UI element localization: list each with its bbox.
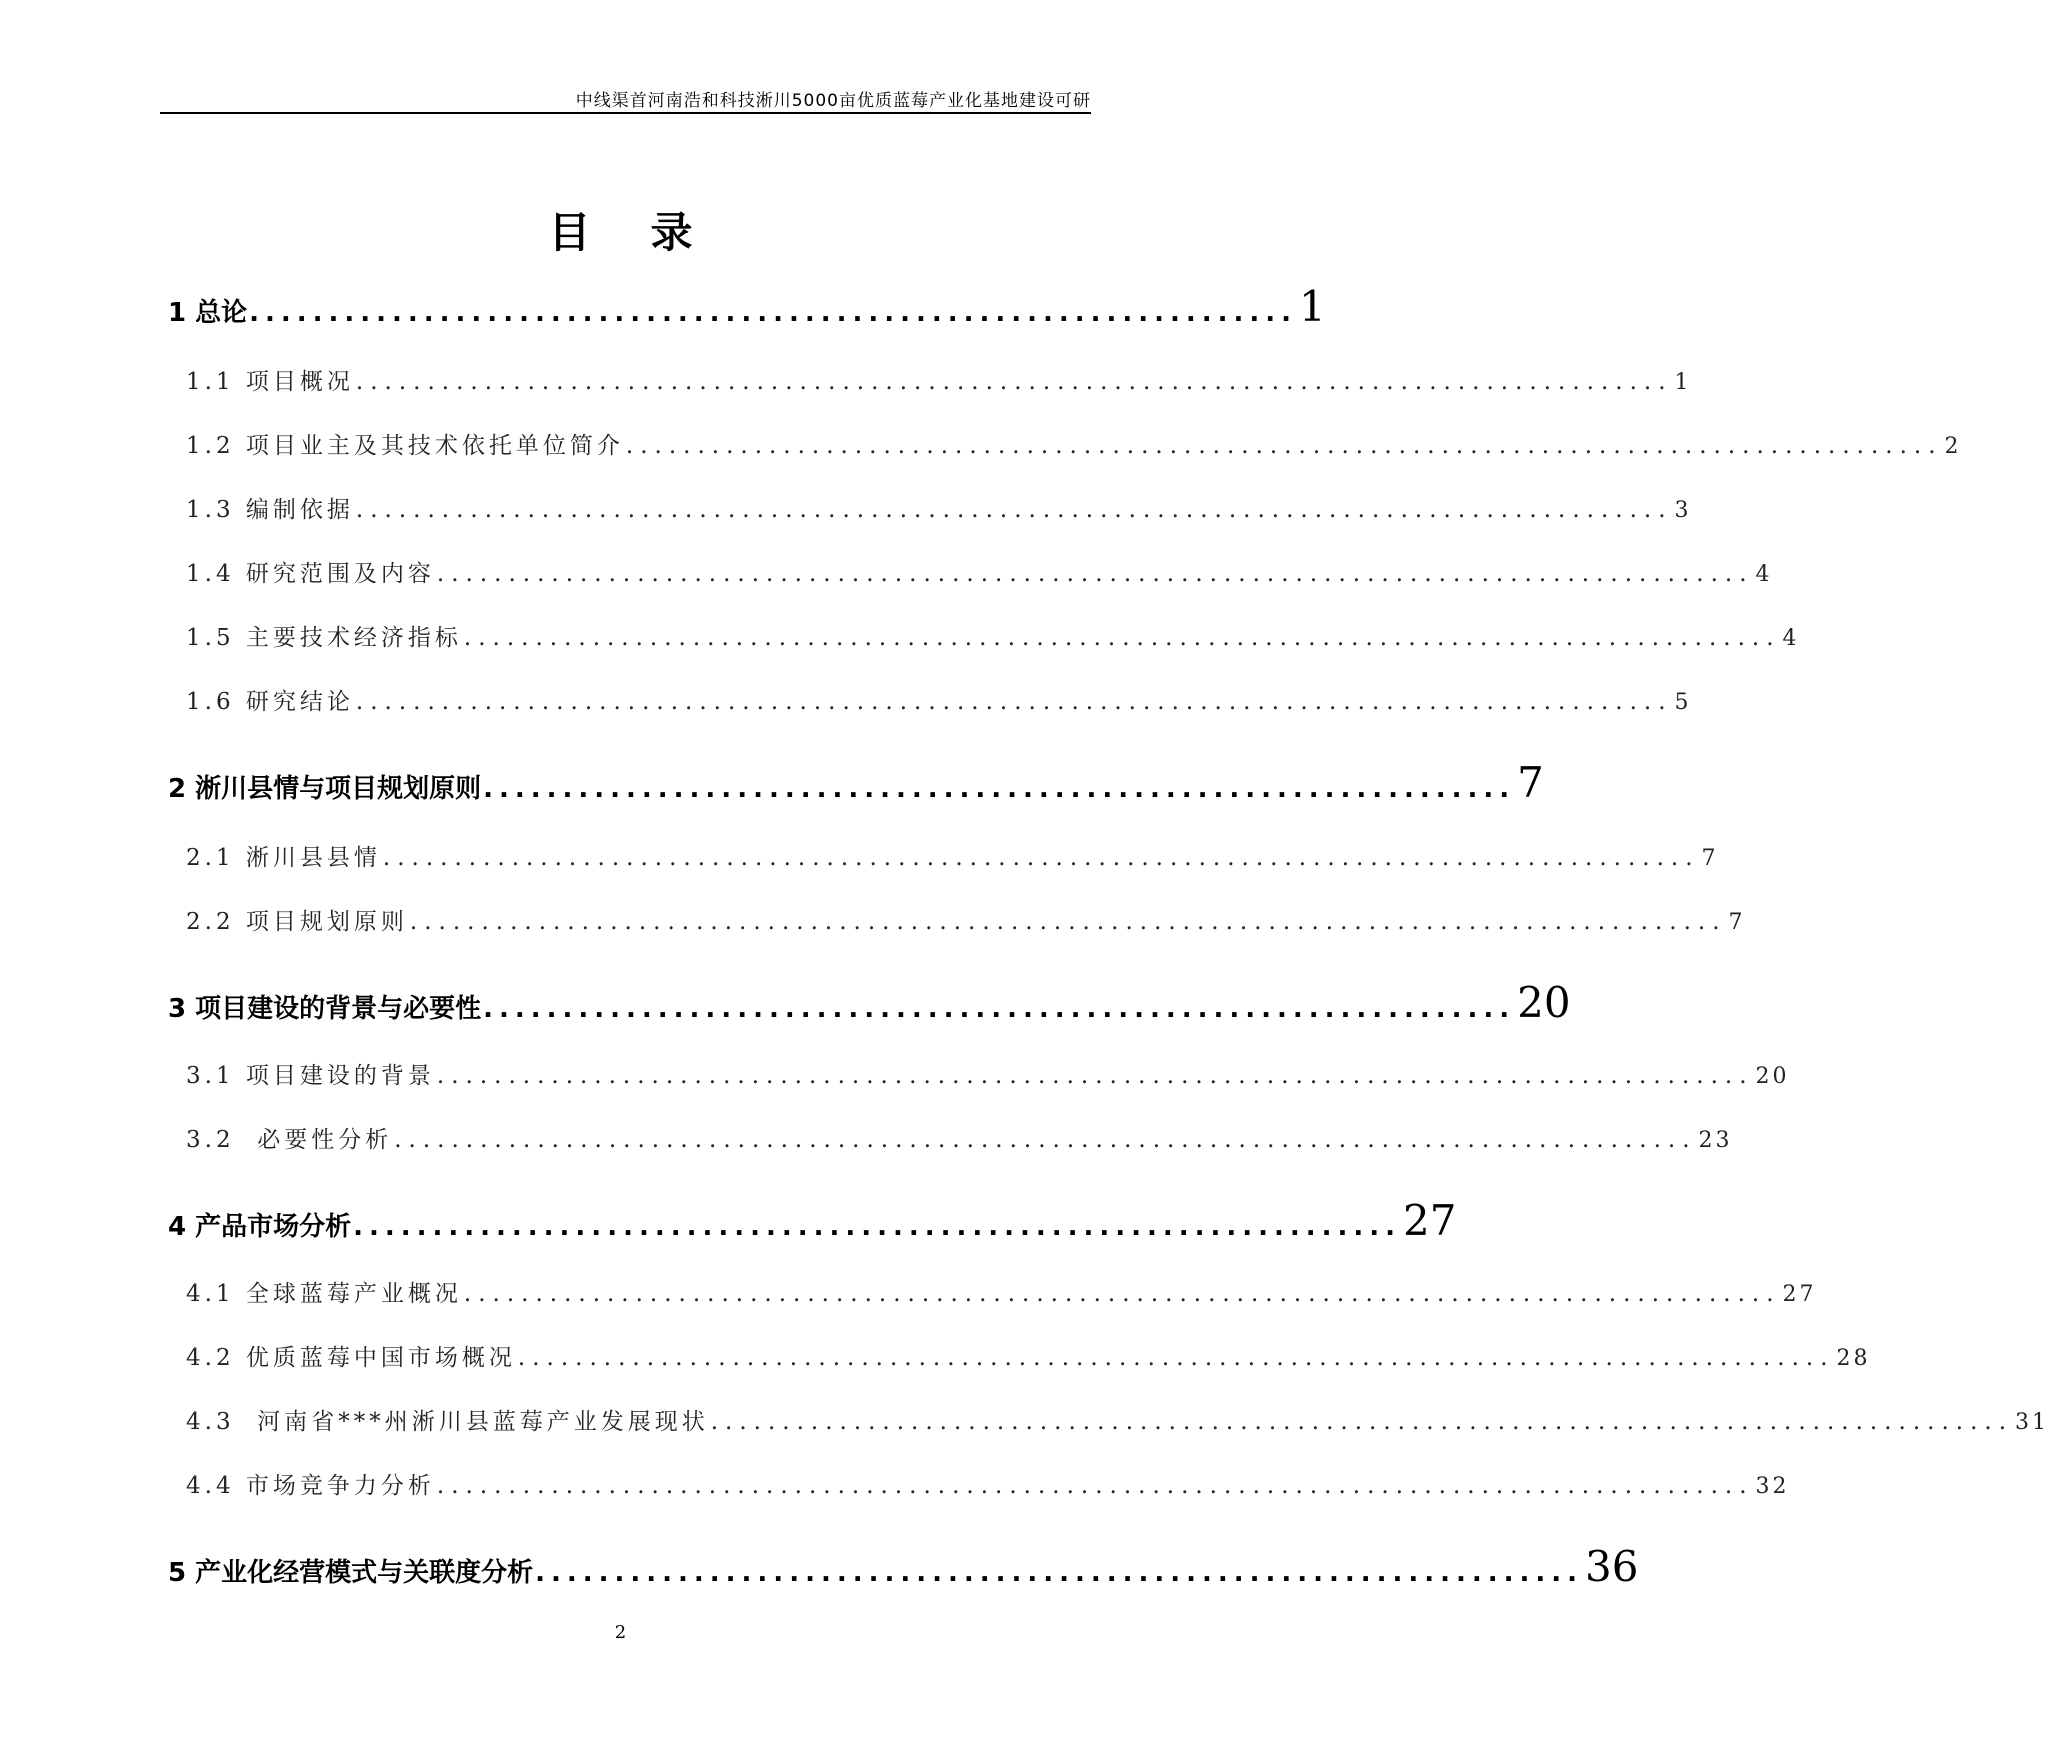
running-header: 中线渠首河南浩和科技淅川5000亩优质蓝莓产业化基地建设可研	[575, 91, 1091, 111]
dot-leader: ............................................................................................	[517, 1345, 1835, 1371]
toc-entry-label: 1.6 研究结论	[186, 689, 354, 715]
dot-leader: ............................................................................................	[355, 689, 1673, 715]
toc-entry-section[interactable]	[186, 555, 1773, 588]
toc-entry-label: 1.2 项目业主及其技术依托单位简介	[186, 433, 624, 459]
toc-entry-page: 32	[1755, 1474, 1790, 1499]
dot-leader: ..................................................................	[249, 298, 1298, 328]
toc-entry-page: 4	[1782, 626, 1800, 651]
toc-entry-page: 27	[1782, 1282, 1817, 1307]
toc-entry-section[interactable]	[186, 1121, 1733, 1154]
toc-entry-page: 5	[1674, 690, 1692, 715]
dot-leader: ...........................................................................................	[394, 1127, 1697, 1153]
toc-entry-section[interactable]	[186, 1275, 1817, 1308]
toc-entry-label: 3.2 必要性分析	[186, 1127, 393, 1153]
toc-entry-chapter[interactable]	[168, 1196, 1457, 1245]
toc-entry-label: 4.4 市场竞争力分析	[186, 1473, 435, 1499]
toc-entry-label: 1.4 研究范围及内容	[186, 561, 435, 587]
toc-entry-page: 31	[2015, 1410, 2049, 1435]
toc-entry-page: 7	[1728, 910, 1746, 935]
toc-entry-label: 4.3 河南省***州淅川县蓝莓产业发展现状	[186, 1409, 709, 1435]
toc-entry-chapter[interactable]	[168, 978, 1571, 1027]
dot-leader: ............................................................................................	[463, 1281, 1781, 1307]
toc-entry-page: 2	[1944, 434, 1962, 459]
toc-entry-page: 3	[1674, 498, 1692, 523]
toc-entry-chapter[interactable]	[168, 758, 1544, 807]
dot-leader: ............................................................................................	[436, 1063, 1754, 1089]
dot-leader: ............................................................................................	[409, 909, 1727, 935]
toc-entry-section[interactable]	[186, 903, 1746, 936]
toc-entry-section[interactable]	[186, 683, 1692, 716]
toc-entry-label: 3 项目建设的背景与必要性	[168, 994, 482, 1024]
dot-leader: ............................................................................................	[625, 433, 1943, 459]
dot-leader: ............................................................................................	[463, 625, 1781, 651]
toc-entry-label: 1.3 编制依据	[186, 497, 354, 523]
toc-entry-label: 4.1 全球蓝莓产业概况	[186, 1281, 462, 1307]
dot-leader: .................................................................	[483, 774, 1516, 804]
toc-entry-page: 1	[1299, 282, 1326, 331]
toc-entry-page: 1	[1674, 370, 1692, 395]
toc-entry-chapter[interactable]	[168, 1542, 1639, 1591]
toc-entry-label: 2.1 淅川县县情	[186, 845, 381, 871]
toc-entry-section[interactable]	[186, 1467, 1790, 1500]
toc-entry-label: 1.1 项目概况	[186, 369, 354, 395]
dot-leader: ............................................................................................	[355, 369, 1673, 395]
toc-entry-label: 1 总论	[168, 298, 248, 328]
header-rule	[160, 112, 1091, 114]
toc-entry-section[interactable]	[186, 1403, 2049, 1436]
toc-entry-label: 2.2 项目规划原则	[186, 909, 408, 935]
toc-entry-page: 27	[1403, 1196, 1457, 1245]
toc-entry-section[interactable]	[186, 363, 1692, 396]
toc-entry-label: 1.5 主要技术经济指标	[186, 625, 462, 651]
toc-entry-label: 4.2 优质蓝莓中国市场概况	[186, 1345, 516, 1371]
toc-entry-label: 3.1 项目建设的背景	[186, 1063, 435, 1089]
dot-leader: ............................................................................................	[436, 1473, 1754, 1499]
toc-entry-page: 20	[1755, 1064, 1790, 1089]
dot-leader: ............................................................................................	[382, 845, 1700, 871]
toc-entry-page: 36	[1585, 1542, 1639, 1591]
dot-leader: ..................................................................	[353, 1212, 1402, 1242]
toc-entry-page: 7	[1701, 846, 1719, 871]
toc-entry-label: 4 产品市场分析	[168, 1212, 352, 1242]
toc-entry-page: 7	[1517, 758, 1544, 807]
toc-entry-page: 28	[1836, 1346, 1871, 1371]
toc-entry-section[interactable]	[186, 619, 1800, 652]
toc-title: 目录	[548, 208, 753, 257]
toc-entry-page: 4	[1755, 562, 1773, 587]
toc-entry-chapter[interactable]	[168, 282, 1326, 331]
dot-leader: ...........................................................................................	[710, 1409, 2014, 1435]
toc-entry-page: 20	[1517, 978, 1571, 1027]
dot-leader: ..................................................................	[535, 1558, 1584, 1588]
toc-entry-page: 23	[1698, 1128, 1733, 1153]
toc-entry-section[interactable]	[186, 1339, 1871, 1372]
page-number: 2	[614, 1622, 627, 1643]
toc-entry-label: 2 淅川县情与项目规划原则	[168, 774, 482, 804]
toc-entry-section[interactable]	[186, 491, 1692, 524]
toc-entry-section[interactable]	[186, 839, 1719, 872]
dot-leader: .................................................................	[483, 994, 1516, 1024]
dot-leader: ............................................................................................	[355, 497, 1673, 523]
toc-entry-label: 5 产业化经营模式与关联度分析	[168, 1558, 534, 1588]
toc-entry-section[interactable]	[186, 427, 1962, 460]
dot-leader: ............................................................................................	[436, 561, 1754, 587]
toc-entry-section[interactable]	[186, 1057, 1790, 1090]
